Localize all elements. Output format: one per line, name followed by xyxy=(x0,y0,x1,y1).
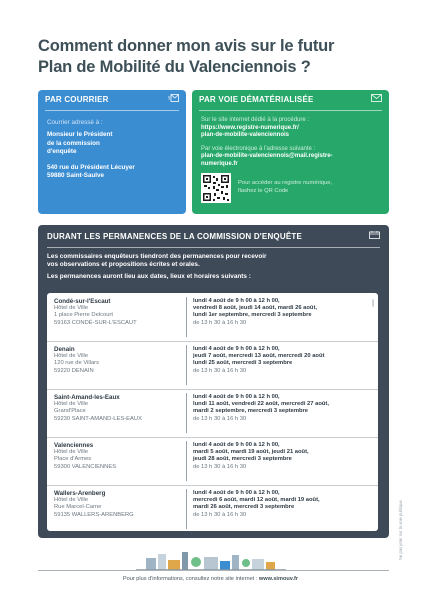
location-line: Rue Marcel-Carne xyxy=(54,504,102,511)
date-line: mardi 26 août, mercredi 3 septembre xyxy=(193,504,295,511)
email-intro: Par voie électronique à l'adresse suivante : xyxy=(201,145,316,152)
table-row xyxy=(47,341,378,390)
hours-line: de 13 h 30 à 16 h 30 xyxy=(193,415,247,422)
permanences-heading-label: DURANT LES PERMANENCES DE LA COMMISSION D'ENQUÊTE xyxy=(47,232,302,241)
registry-email[interactable] xyxy=(201,153,380,168)
intro-line: vos observations et propositions écrites et orales. xyxy=(47,261,200,268)
location-cell xyxy=(54,298,182,327)
schedule-cell xyxy=(193,442,373,471)
table-row xyxy=(47,485,378,533)
courrier-card xyxy=(38,90,186,214)
town-name: Valenciennes xyxy=(54,442,94,449)
title-line-1: Comment donner mon avis sur le futur xyxy=(38,37,335,55)
permanences-intro xyxy=(38,248,389,269)
footer-divider xyxy=(38,570,389,571)
date-line: mardi 5 août, mardi 19 août, jeudi 21 août, xyxy=(193,449,309,456)
permanences-card xyxy=(38,225,389,538)
email-line[interactable]: plan-de-mobilite-valenciennois@mail.registre- xyxy=(201,153,333,160)
hours-line: de 13 h 30 à 16 h 30 xyxy=(193,511,247,518)
hours-line: de 13 h 30 à 16 h 30 xyxy=(193,463,247,470)
site-intro: Sur le site internet dédié à la procédure : xyxy=(201,117,310,123)
date-line: lundi 4 août de 9 h 00 à 12 h 00, xyxy=(193,346,280,352)
town-name: Denain xyxy=(54,346,75,353)
side-note: Ne pas jeter sur la voie publique xyxy=(398,500,403,560)
date-line: lundi 4 août de 9 h 00 à 12 h 00, xyxy=(193,442,280,448)
mail-send-icon xyxy=(168,94,179,102)
dematerialise-card xyxy=(192,90,389,214)
intro-line: Les commissaires enquêteurs tiendront des permanences pour recevoir xyxy=(47,253,267,260)
location-line: 1 place Pierre Delcourt xyxy=(54,312,113,319)
email-line[interactable]: numerique.fr xyxy=(201,160,238,167)
date-line: mercredi 6 août, mardi 12 août, mardi 19 août, xyxy=(193,497,320,504)
location-line: 120 rue de Villars xyxy=(54,360,100,367)
location-line: Grand'Place xyxy=(54,408,86,415)
title-line-2: Plan de Mobilité du Valenciennois ? xyxy=(38,58,311,76)
schedule-cell xyxy=(193,490,373,519)
location-line: 59163 CONDÉ-SUR-L'ESCAUT xyxy=(54,319,137,326)
url-line[interactable]: plan-de-mobilite-valenciennois xyxy=(201,132,290,139)
calendar-icon xyxy=(369,231,380,239)
date-line: lundi 4 août de 9 h 00 à 12 h 00, xyxy=(193,394,280,400)
location-line: Hôtel de Ville xyxy=(54,497,89,504)
permanences-table xyxy=(47,293,378,531)
location-line: 59220 DENAIN xyxy=(54,367,94,374)
dematerialise-heading xyxy=(192,90,389,107)
qr-code-icon[interactable] xyxy=(201,173,231,203)
envelope-icon xyxy=(371,94,382,102)
location-line: 59230 SAINT-AMAND-LES-EAUX xyxy=(54,415,142,422)
date-line: lundi 11 août, vendredi 22 août, mercredi 27 août, xyxy=(193,401,329,408)
location-line: Hôtel de Ville xyxy=(54,353,89,360)
location-line: 59135 WALLERS-ARENBERG xyxy=(54,511,134,518)
table-row xyxy=(47,437,378,486)
location-cell xyxy=(54,346,182,375)
table-row xyxy=(47,389,378,438)
date-line: jeudi 28 août, mercredi 3 septembre xyxy=(193,456,292,463)
footer-text: Pour plus d'informations, consultez notre site internet : xyxy=(122,576,258,582)
qr-row xyxy=(201,173,380,203)
address-line: 540 rue du Président Lécuyer xyxy=(47,164,135,172)
recipient-line: d'enquête xyxy=(47,147,77,155)
recipient-line: de la commission xyxy=(47,139,100,147)
town-name: Wallers-Arenberg xyxy=(54,490,106,497)
location-line: Hôtel de Ville xyxy=(54,401,89,408)
recipient-line: Monsieur le Président xyxy=(47,131,113,139)
courrier-heading-label: PAR COURRIER xyxy=(45,95,109,104)
courrier-recipient xyxy=(47,131,177,156)
date-line: lundi 4 août de 9 h 00 à 12 h 00, xyxy=(193,490,280,496)
footer-site-link[interactable]: www.simouv.fr xyxy=(258,576,299,582)
courrier-intro: Courrier adressé à : xyxy=(47,119,103,126)
courrier-heading xyxy=(38,90,186,107)
town-name: Saint-Amand-les-Eaux xyxy=(54,394,120,401)
hours-line: de 13 h 30 à 16 h 30 xyxy=(193,367,247,374)
schedule-cell xyxy=(193,346,373,375)
date-line: lundi 4 août de 9 h 00 à 12 h 00, xyxy=(193,298,280,304)
schedule-cell xyxy=(193,298,373,327)
row-divider xyxy=(186,345,187,385)
registry-url[interactable] xyxy=(201,125,380,140)
date-line: mardi 2 septembre, mercredi 3 septembre xyxy=(193,408,309,415)
location-line: Place d'Armes xyxy=(54,456,92,463)
url-line[interactable]: https://www.registre-numerique.fr/ xyxy=(201,124,299,131)
footer xyxy=(0,576,421,582)
qr-line: Pour accéder au registre numérique, xyxy=(238,180,333,187)
date-line: jeudi 7 août, mercredi 13 août, mercredi 20 août xyxy=(193,353,325,360)
row-divider xyxy=(186,393,187,433)
row-divider xyxy=(186,297,187,337)
schedule-cell xyxy=(193,394,373,423)
row-divider xyxy=(186,441,187,481)
permanences-heading xyxy=(38,225,389,244)
location-cell xyxy=(54,394,182,423)
date-line: lundi 1er septembre, mercredi 3 septembre xyxy=(193,312,312,319)
qr-instructions xyxy=(238,180,332,195)
address-line: 59880 Saint-Saulve xyxy=(47,172,105,180)
hours-line: de 13 h 30 à 16 h 30 xyxy=(193,319,247,326)
date-line: vendredi 8 août, jeudi 14 août, mardi 26 août, xyxy=(193,305,318,312)
location-line: 59300 VALENCIENNES xyxy=(54,463,117,470)
page-title xyxy=(38,36,388,78)
row-divider xyxy=(186,489,187,529)
town-name: Condé-sur-l'Escaut xyxy=(54,298,111,305)
location-cell xyxy=(54,442,182,471)
location-line: Hôtel de Ville xyxy=(54,305,89,312)
dematerialise-heading-label: PAR VOIE DÉMATÉRIALISÉE xyxy=(199,95,314,104)
permanences-intro-2: Les permanences auront lieu aux dates, lieux et horaires suivants : xyxy=(47,273,251,280)
location-cell xyxy=(54,490,182,519)
location-line: Hôtel de Ville xyxy=(54,449,89,456)
courrier-address xyxy=(47,164,177,181)
qr-line: flashez le QR Code xyxy=(238,187,289,194)
table-row xyxy=(47,293,378,342)
city-skyline-illustration xyxy=(136,548,286,570)
date-line: lundi 25 août, mercredi 3 septembre xyxy=(193,360,293,367)
